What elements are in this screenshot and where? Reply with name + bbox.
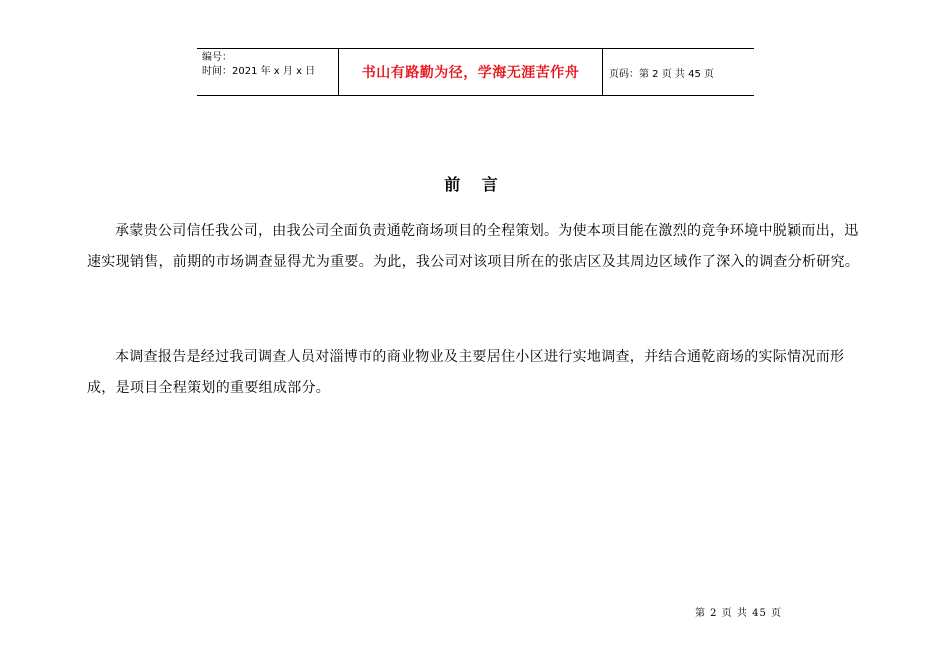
body-paragraph: 承蒙贵公司信任我公司，由我公司全面负责通乾商场项目的全程策划。为使本项目能在激烈的竞争环境中脱颖而出，迅速实现销售，前期的市场调查显得尤为重要。为此，我公司对该项目所在的张店区及其周边区域作了深入的调查分析研究。 <box>87 223 860 270</box>
body-paragraph: 本调查报告是经过我司调查人员对淄博市的商业物业及主要居住小区进行实地调查，并结合通乾商场的实际情况而形成，是项目全程策划的重要组成部分。 <box>87 349 845 396</box>
page-title: 前 言 <box>444 175 506 194</box>
header-page-info: 页码：第 2 页 共 45 页 <box>609 68 714 80</box>
header-motto: 书山有路勤为径，学海无涯苦作舟 <box>339 49 603 95</box>
header-meta-cell <box>197 49 339 95</box>
document-date-label: 时间：2021 年 x 月 x 日 <box>202 66 316 77</box>
document-number-label: 编号： <box>202 52 232 63</box>
page-footer-number: 第 2 页 共 45 页 <box>695 608 782 619</box>
page-header <box>197 48 754 96</box>
